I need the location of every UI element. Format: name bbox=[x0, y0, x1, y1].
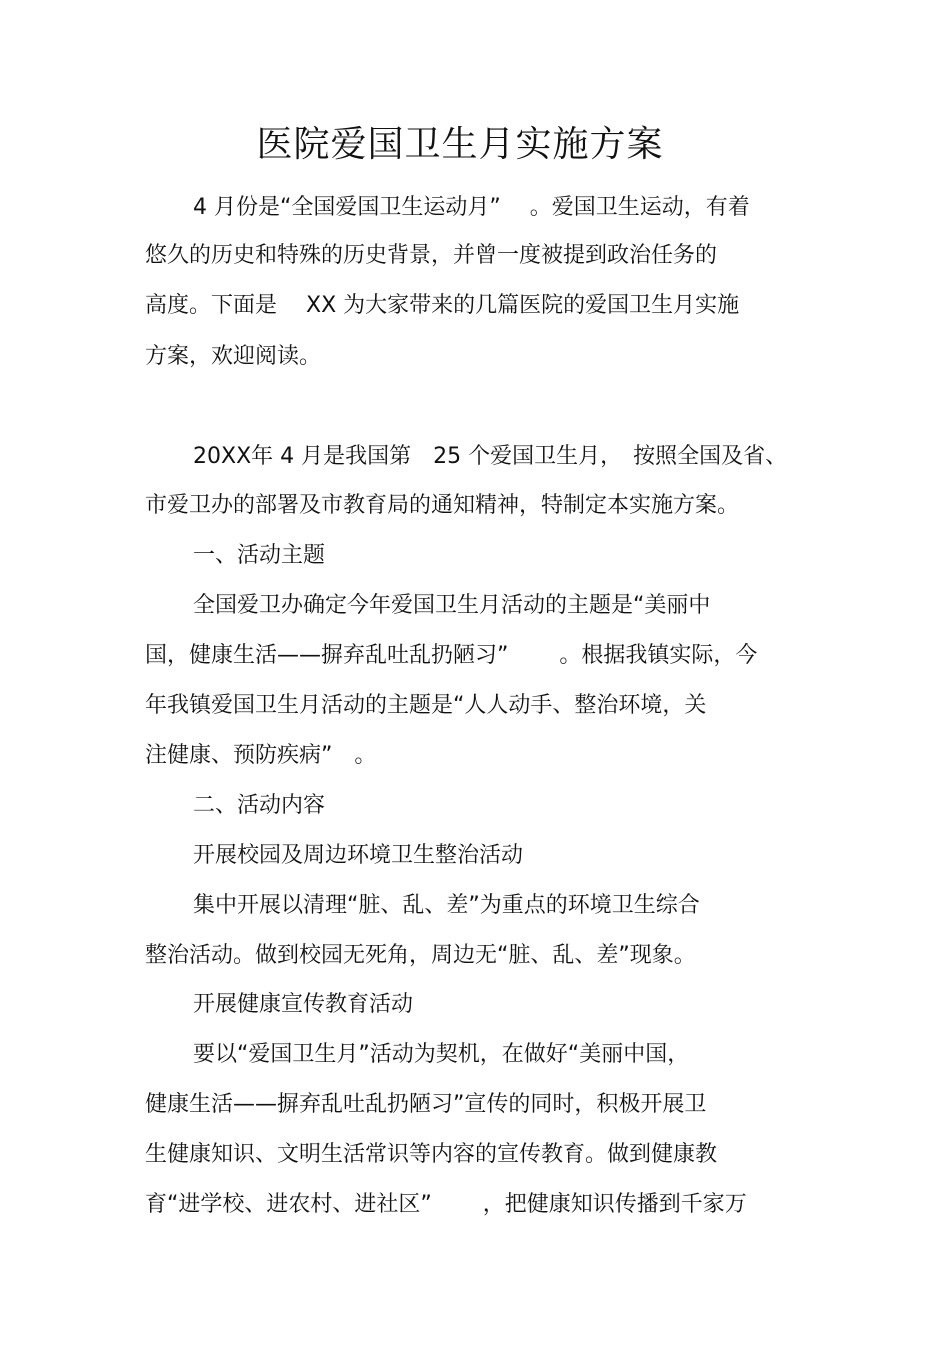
section-heading: 二、活动内容 bbox=[193, 793, 326, 818]
body-line: 20XX年 4 月是我国第 25 个爱国卫生月， 按照全国及省、 bbox=[193, 444, 788, 469]
page-title: 医院爱国卫生月实施方案 bbox=[256, 124, 664, 165]
body-line: 生健康知识、文明生活常识等内容的宣传教育。做到健康教 bbox=[145, 1142, 718, 1167]
body-line: 整治活动。做到校园无死角，周边无“脏、乱、差”现象。 bbox=[145, 943, 696, 968]
body-line: 年我镇爱国卫生月活动的主题是“人人动手、整治环境，关 bbox=[145, 693, 707, 718]
section-heading: 一、活动主题 bbox=[193, 543, 326, 568]
body-line: 4 月份是“全国爱国卫生运动月” 。爱国卫生运动，有着 bbox=[193, 195, 750, 220]
subsection-heading: 开展健康宣传教育活动 bbox=[193, 992, 414, 1017]
body-line: 注健康、预防疾病” 。 bbox=[145, 743, 377, 768]
body-line: 育“进学校、进农村、进社区” ，把健康知识传播到千家万 bbox=[145, 1192, 747, 1217]
body-line: 健康生活——摒弃乱吐乱扔陋习”宣传的同时，积极开展卫 bbox=[145, 1092, 707, 1117]
subsection-heading: 开展校园及周边环境卫生整治活动 bbox=[193, 843, 524, 868]
body-line: 市爱卫办的部署及市教育局的通知精神，特制定本实施方案。 bbox=[145, 493, 740, 518]
body-line: 国，健康生活——摒弃乱吐乱扔陋习” 。根据我镇实际，今 bbox=[145, 643, 758, 668]
body-line: 方案，欢迎阅读。 bbox=[145, 344, 322, 369]
body-line: 高度。下面是 XX 为大家带来的几篇医院的爱国卫生月实施 bbox=[145, 293, 740, 318]
body-line: 要以“爱国卫生月”活动为契机，在做好“美丽中国， bbox=[193, 1042, 690, 1067]
body-line: 悠久的历史和特殊的历史背景，并曾一度被提到政治任务的 bbox=[145, 243, 718, 268]
body-line: 全国爱卫办确定今年爱国卫生月活动的主题是“美丽中 bbox=[193, 593, 711, 618]
body-line: 集中开展以清理“脏、乱、差”为重点的环境卫生综合 bbox=[193, 893, 700, 918]
